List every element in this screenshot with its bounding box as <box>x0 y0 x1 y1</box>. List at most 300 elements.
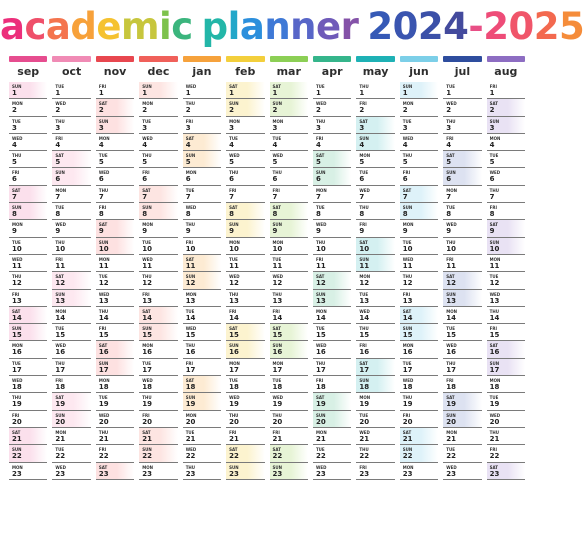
day-row[interactable] <box>487 376 525 393</box>
notes-area[interactable] <box>68 324 90 340</box>
notes-area[interactable] <box>242 393 264 409</box>
day-row[interactable] <box>270 134 308 151</box>
day-row[interactable] <box>313 186 351 203</box>
notes-area[interactable] <box>416 99 438 115</box>
notes-area[interactable] <box>329 393 351 409</box>
day-row[interactable] <box>9 290 47 307</box>
day-row[interactable] <box>52 134 90 151</box>
notes-area[interactable] <box>416 255 438 271</box>
notes-area[interactable] <box>199 411 221 427</box>
notes-area[interactable] <box>68 411 90 427</box>
day-row[interactable] <box>313 134 351 151</box>
day-row[interactable] <box>443 290 481 307</box>
day-row[interactable] <box>183 99 221 116</box>
notes-area[interactable] <box>372 238 394 254</box>
day-row[interactable] <box>226 117 264 134</box>
day-row[interactable] <box>96 186 134 203</box>
day-row[interactable] <box>313 359 351 376</box>
notes-area[interactable] <box>25 411 47 427</box>
day-row[interactable] <box>443 376 481 393</box>
day-row[interactable] <box>52 82 90 99</box>
notes-area[interactable] <box>199 151 221 167</box>
notes-area[interactable] <box>286 272 308 288</box>
notes-area[interactable] <box>286 324 308 340</box>
day-row[interactable] <box>183 411 221 428</box>
day-row[interactable] <box>356 393 394 410</box>
notes-area[interactable] <box>459 393 481 409</box>
notes-area[interactable] <box>459 168 481 184</box>
notes-area[interactable] <box>372 272 394 288</box>
notes-area[interactable] <box>112 255 134 271</box>
notes-area[interactable] <box>199 82 221 98</box>
day-row[interactable] <box>183 134 221 151</box>
day-row[interactable] <box>9 117 47 134</box>
notes-area[interactable] <box>329 290 351 306</box>
day-row[interactable] <box>487 220 525 237</box>
day-row[interactable] <box>96 272 134 289</box>
day-row[interactable] <box>313 220 351 237</box>
day-row[interactable] <box>52 393 90 410</box>
notes-area[interactable] <box>68 463 90 479</box>
notes-area[interactable] <box>372 359 394 375</box>
day-row[interactable] <box>400 376 438 393</box>
day-row[interactable] <box>139 255 177 272</box>
day-row[interactable] <box>270 272 308 289</box>
notes-area[interactable] <box>68 82 90 98</box>
day-row[interactable] <box>270 359 308 376</box>
day-row[interactable] <box>183 463 221 480</box>
day-row[interactable] <box>139 168 177 185</box>
day-row[interactable] <box>443 220 481 237</box>
notes-area[interactable] <box>459 290 481 306</box>
day-row[interactable] <box>270 393 308 410</box>
day-row[interactable] <box>139 411 177 428</box>
notes-area[interactable] <box>286 307 308 323</box>
notes-area[interactable] <box>459 82 481 98</box>
day-row[interactable] <box>400 445 438 462</box>
notes-area[interactable] <box>329 463 351 479</box>
day-row[interactable] <box>356 117 394 134</box>
day-row[interactable] <box>226 203 264 220</box>
notes-area[interactable] <box>459 99 481 115</box>
notes-area[interactable] <box>286 151 308 167</box>
notes-area[interactable] <box>503 307 525 323</box>
notes-area[interactable] <box>416 272 438 288</box>
day-row[interactable] <box>356 359 394 376</box>
notes-area[interactable] <box>459 428 481 444</box>
notes-area[interactable] <box>242 238 264 254</box>
notes-area[interactable] <box>112 376 134 392</box>
day-row[interactable] <box>400 359 438 376</box>
notes-area[interactable] <box>112 168 134 184</box>
notes-area[interactable] <box>112 324 134 340</box>
day-row[interactable] <box>96 290 134 307</box>
notes-area[interactable] <box>503 117 525 133</box>
notes-area[interactable] <box>199 324 221 340</box>
notes-area[interactable] <box>329 186 351 202</box>
notes-area[interactable] <box>503 463 525 479</box>
notes-area[interactable] <box>416 168 438 184</box>
notes-area[interactable] <box>503 272 525 288</box>
notes-area[interactable] <box>242 82 264 98</box>
notes-area[interactable] <box>329 255 351 271</box>
notes-area[interactable] <box>459 411 481 427</box>
day-row[interactable] <box>443 463 481 480</box>
day-row[interactable] <box>400 168 438 185</box>
notes-area[interactable] <box>68 117 90 133</box>
notes-area[interactable] <box>68 255 90 271</box>
notes-area[interactable] <box>286 82 308 98</box>
notes-area[interactable] <box>459 203 481 219</box>
notes-area[interactable] <box>286 393 308 409</box>
notes-area[interactable] <box>112 82 134 98</box>
day-row[interactable] <box>9 376 47 393</box>
day-row[interactable] <box>443 393 481 410</box>
notes-area[interactable] <box>503 238 525 254</box>
day-row[interactable] <box>487 324 525 341</box>
notes-area[interactable] <box>112 151 134 167</box>
day-row[interactable] <box>139 393 177 410</box>
notes-area[interactable] <box>416 82 438 98</box>
notes-area[interactable] <box>25 255 47 271</box>
notes-area[interactable] <box>155 186 177 202</box>
notes-area[interactable] <box>329 411 351 427</box>
day-row[interactable] <box>183 445 221 462</box>
notes-area[interactable] <box>68 359 90 375</box>
day-row[interactable] <box>270 290 308 307</box>
day-row[interactable] <box>487 255 525 272</box>
day-row[interactable] <box>183 428 221 445</box>
notes-area[interactable] <box>286 255 308 271</box>
notes-area[interactable] <box>112 463 134 479</box>
day-row[interactable] <box>400 134 438 151</box>
notes-area[interactable] <box>503 203 525 219</box>
notes-area[interactable] <box>199 359 221 375</box>
day-row[interactable] <box>9 134 47 151</box>
notes-area[interactable] <box>155 82 177 98</box>
notes-area[interactable] <box>242 151 264 167</box>
notes-area[interactable] <box>242 445 264 461</box>
notes-area[interactable] <box>25 272 47 288</box>
day-row[interactable] <box>96 324 134 341</box>
notes-area[interactable] <box>372 290 394 306</box>
notes-area[interactable] <box>329 99 351 115</box>
day-row[interactable] <box>270 428 308 445</box>
day-row[interactable] <box>139 134 177 151</box>
day-row[interactable] <box>52 463 90 480</box>
day-row[interactable] <box>487 238 525 255</box>
notes-area[interactable] <box>416 393 438 409</box>
day-row[interactable] <box>226 134 264 151</box>
day-row[interactable] <box>9 82 47 99</box>
notes-area[interactable] <box>329 359 351 375</box>
notes-area[interactable] <box>25 307 47 323</box>
day-row[interactable] <box>226 359 264 376</box>
notes-area[interactable] <box>242 117 264 133</box>
notes-area[interactable] <box>372 255 394 271</box>
day-row[interactable] <box>139 376 177 393</box>
day-row[interactable] <box>52 376 90 393</box>
day-row[interactable] <box>183 203 221 220</box>
notes-area[interactable] <box>372 307 394 323</box>
notes-area[interactable] <box>242 307 264 323</box>
day-row[interactable] <box>270 203 308 220</box>
notes-area[interactable] <box>68 428 90 444</box>
day-row[interactable] <box>226 82 264 99</box>
notes-area[interactable] <box>372 186 394 202</box>
day-row[interactable] <box>400 307 438 324</box>
notes-area[interactable] <box>459 255 481 271</box>
day-row[interactable] <box>313 151 351 168</box>
notes-area[interactable] <box>286 220 308 236</box>
day-row[interactable] <box>400 82 438 99</box>
notes-area[interactable] <box>199 117 221 133</box>
day-row[interactable] <box>9 359 47 376</box>
notes-area[interactable] <box>416 290 438 306</box>
notes-area[interactable] <box>25 290 47 306</box>
notes-area[interactable] <box>25 151 47 167</box>
notes-area[interactable] <box>503 255 525 271</box>
day-row[interactable] <box>400 238 438 255</box>
day-row[interactable] <box>226 428 264 445</box>
day-row[interactable] <box>400 411 438 428</box>
day-row[interactable] <box>443 82 481 99</box>
notes-area[interactable] <box>25 220 47 236</box>
notes-area[interactable] <box>25 168 47 184</box>
day-row[interactable] <box>487 463 525 480</box>
notes-area[interactable] <box>503 151 525 167</box>
notes-area[interactable] <box>242 324 264 340</box>
notes-area[interactable] <box>459 272 481 288</box>
day-row[interactable] <box>400 290 438 307</box>
day-row[interactable] <box>183 255 221 272</box>
notes-area[interactable] <box>459 134 481 150</box>
day-row[interactable] <box>356 272 394 289</box>
notes-area[interactable] <box>68 238 90 254</box>
notes-area[interactable] <box>372 324 394 340</box>
notes-area[interactable] <box>112 186 134 202</box>
notes-area[interactable] <box>25 341 47 357</box>
notes-area[interactable] <box>155 203 177 219</box>
notes-area[interactable] <box>155 220 177 236</box>
notes-area[interactable] <box>459 238 481 254</box>
day-row[interactable] <box>313 203 351 220</box>
notes-area[interactable] <box>112 341 134 357</box>
day-row[interactable] <box>443 307 481 324</box>
notes-area[interactable] <box>503 411 525 427</box>
day-row[interactable] <box>9 168 47 185</box>
notes-area[interactable] <box>242 203 264 219</box>
notes-area[interactable] <box>372 220 394 236</box>
day-row[interactable] <box>52 307 90 324</box>
day-row[interactable] <box>356 151 394 168</box>
notes-area[interactable] <box>242 220 264 236</box>
day-row[interactable] <box>52 203 90 220</box>
day-row[interactable] <box>52 99 90 116</box>
notes-area[interactable] <box>68 203 90 219</box>
day-row[interactable] <box>356 99 394 116</box>
notes-area[interactable] <box>286 341 308 357</box>
notes-area[interactable] <box>199 272 221 288</box>
day-row[interactable] <box>226 307 264 324</box>
day-row[interactable] <box>487 272 525 289</box>
day-row[interactable] <box>443 99 481 116</box>
day-row[interactable] <box>487 393 525 410</box>
notes-area[interactable] <box>199 168 221 184</box>
notes-area[interactable] <box>503 324 525 340</box>
notes-area[interactable] <box>286 168 308 184</box>
notes-area[interactable] <box>199 255 221 271</box>
notes-area[interactable] <box>416 307 438 323</box>
notes-area[interactable] <box>112 272 134 288</box>
day-row[interactable] <box>226 290 264 307</box>
notes-area[interactable] <box>242 134 264 150</box>
day-row[interactable] <box>443 341 481 358</box>
notes-area[interactable] <box>416 151 438 167</box>
notes-area[interactable] <box>459 324 481 340</box>
day-row[interactable] <box>356 341 394 358</box>
notes-area[interactable] <box>329 238 351 254</box>
notes-area[interactable] <box>68 99 90 115</box>
notes-area[interactable] <box>25 463 47 479</box>
notes-area[interactable] <box>25 82 47 98</box>
day-row[interactable] <box>96 134 134 151</box>
notes-area[interactable] <box>416 324 438 340</box>
day-row[interactable] <box>313 463 351 480</box>
day-row[interactable] <box>356 186 394 203</box>
day-row[interactable] <box>443 359 481 376</box>
notes-area[interactable] <box>329 324 351 340</box>
day-row[interactable] <box>139 238 177 255</box>
day-row[interactable] <box>96 341 134 358</box>
notes-area[interactable] <box>329 272 351 288</box>
day-row[interactable] <box>313 168 351 185</box>
day-row[interactable] <box>52 324 90 341</box>
notes-area[interactable] <box>68 272 90 288</box>
notes-area[interactable] <box>68 376 90 392</box>
notes-area[interactable] <box>503 359 525 375</box>
day-row[interactable] <box>270 255 308 272</box>
day-row[interactable] <box>139 445 177 462</box>
day-row[interactable] <box>313 117 351 134</box>
notes-area[interactable] <box>68 151 90 167</box>
day-row[interactable] <box>356 290 394 307</box>
notes-area[interactable] <box>112 203 134 219</box>
notes-area[interactable] <box>329 428 351 444</box>
notes-area[interactable] <box>503 82 525 98</box>
notes-area[interactable] <box>25 186 47 202</box>
notes-area[interactable] <box>242 428 264 444</box>
notes-area[interactable] <box>112 117 134 133</box>
day-row[interactable] <box>96 255 134 272</box>
notes-area[interactable] <box>286 359 308 375</box>
notes-area[interactable] <box>286 290 308 306</box>
notes-area[interactable] <box>329 341 351 357</box>
notes-area[interactable] <box>329 134 351 150</box>
notes-area[interactable] <box>286 134 308 150</box>
day-row[interactable] <box>96 376 134 393</box>
notes-area[interactable] <box>199 463 221 479</box>
day-row[interactable] <box>443 238 481 255</box>
day-row[interactable] <box>139 151 177 168</box>
day-row[interactable] <box>400 428 438 445</box>
notes-area[interactable] <box>459 186 481 202</box>
day-row[interactable] <box>96 411 134 428</box>
day-row[interactable] <box>400 341 438 358</box>
notes-area[interactable] <box>503 134 525 150</box>
day-row[interactable] <box>226 220 264 237</box>
day-row[interactable] <box>487 134 525 151</box>
day-row[interactable] <box>270 463 308 480</box>
day-row[interactable] <box>226 151 264 168</box>
day-row[interactable] <box>270 307 308 324</box>
day-row[interactable] <box>270 186 308 203</box>
day-row[interactable] <box>400 463 438 480</box>
notes-area[interactable] <box>155 393 177 409</box>
notes-area[interactable] <box>155 168 177 184</box>
notes-area[interactable] <box>155 341 177 357</box>
notes-area[interactable] <box>372 151 394 167</box>
day-row[interactable] <box>226 411 264 428</box>
notes-area[interactable] <box>286 99 308 115</box>
notes-area[interactable] <box>372 117 394 133</box>
day-row[interactable] <box>9 307 47 324</box>
notes-area[interactable] <box>199 99 221 115</box>
notes-area[interactable] <box>329 376 351 392</box>
day-row[interactable] <box>226 255 264 272</box>
notes-area[interactable] <box>416 134 438 150</box>
notes-area[interactable] <box>416 238 438 254</box>
day-row[interactable] <box>400 220 438 237</box>
notes-area[interactable] <box>199 341 221 357</box>
notes-area[interactable] <box>286 117 308 133</box>
day-row[interactable] <box>356 238 394 255</box>
day-row[interactable] <box>52 238 90 255</box>
notes-area[interactable] <box>155 255 177 271</box>
day-row[interactable] <box>443 151 481 168</box>
day-row[interactable] <box>487 445 525 462</box>
day-row[interactable] <box>270 151 308 168</box>
day-row[interactable] <box>270 411 308 428</box>
notes-area[interactable] <box>112 307 134 323</box>
day-row[interactable] <box>443 203 481 220</box>
day-row[interactable] <box>52 186 90 203</box>
day-row[interactable] <box>443 445 481 462</box>
day-row[interactable] <box>356 463 394 480</box>
day-row[interactable] <box>270 324 308 341</box>
day-row[interactable] <box>356 220 394 237</box>
day-row[interactable] <box>313 307 351 324</box>
day-row[interactable] <box>487 82 525 99</box>
day-row[interactable] <box>487 186 525 203</box>
notes-area[interactable] <box>112 134 134 150</box>
day-row[interactable] <box>487 290 525 307</box>
notes-area[interactable] <box>286 203 308 219</box>
day-row[interactable] <box>226 393 264 410</box>
notes-area[interactable] <box>372 445 394 461</box>
notes-area[interactable] <box>416 411 438 427</box>
day-row[interactable] <box>9 445 47 462</box>
day-row[interactable] <box>96 99 134 116</box>
notes-area[interactable] <box>112 290 134 306</box>
notes-area[interactable] <box>199 220 221 236</box>
notes-area[interactable] <box>329 82 351 98</box>
notes-area[interactable] <box>25 393 47 409</box>
day-row[interactable] <box>443 324 481 341</box>
notes-area[interactable] <box>112 393 134 409</box>
notes-area[interactable] <box>112 428 134 444</box>
day-row[interactable] <box>183 307 221 324</box>
